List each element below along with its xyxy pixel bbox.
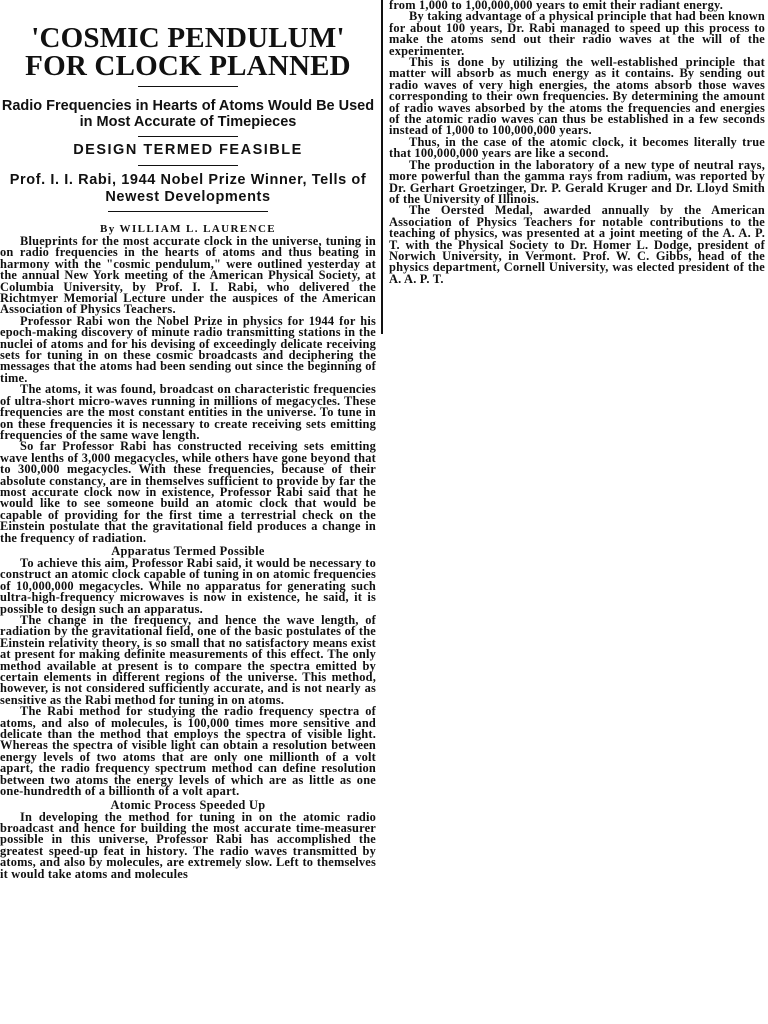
article-body-col1 [0, 236, 376, 880]
paragraph: The change in the frequency, and hence the wave length, of radiation by the gravitational field, one of the basic postulates of the Einstein relativity theory, is so small that no satisfactory means exist at present for making definite measurements of this effect. The only method available at present is to compare the spectra emitted by certain elements in different regions of the universe. This method, however, is not considered sufficiently accurate, and is not nearly as sensitive as the Rabi method for tuning in on atoms. [0, 613, 376, 707]
paragraph: Thus, in the case of the atomic clock, it becomes literally true that 100,000,000 years are like a second. [389, 134, 765, 161]
article-column-1 [0, 24, 376, 1024]
subhead: Atomic Process Speeded Up [110, 797, 266, 812]
headline-rule [138, 86, 238, 87]
paragraph: The Rabi method for studying the radio frequency spectra of atoms, and also of molecules, is 100,000 times more sensitive and delicate than the method that employs the spectra of visible light. Whereas the spectra of visible light can obtain a resolution between energy levels of two atoms that are only one millionth of a volt apart, the radio frequency spectrum method can define resolution between two atoms the energy levels of which are as little as one one-hundredth of a billionth of a volt apart. [0, 704, 376, 799]
column-divider [381, 0, 383, 334]
deck-rule-3 [108, 211, 268, 212]
deck-1: Radio Frequencies in Hearts of Atoms Would Be Used in Most Accurate of Timepieces [1, 98, 375, 130]
paragraph: In developing the method for tuning in on the atomic radio broadcast and hence for building the most accurate time-measurer possible in this universe, Professor Rabi has accomplished the greatest speed-up feat in history. The radio waves transmitted by atoms, and also by molecules, are extremely slow. Left to themselves it would take atoms and molecules [0, 809, 376, 881]
paragraph: Professor Rabi won the Nobel Prize in physics for 1944 for his epoch-making discovery of minute radio transmitting stations in the nuclei of atoms and for his devising of exceedingly delicate receiving sets for tuning in on these cosmic broadcasts and deciphering the messages that the atoms had been sending out since the beginning of time. [0, 313, 376, 385]
article-column-2 [389, 0, 765, 334]
paragraph: from 1,000 to 1,00,000,000 years to emit their radiant energy. [389, 0, 724, 12]
deck-3: Prof. I. I. Rabi, 1944 Nobel Prize Winner, Tells of Newest Developments [9, 172, 367, 205]
deck-rule-2 [138, 165, 238, 166]
subhead: Apparatus Termed Possible [111, 543, 265, 558]
paragraph: The Oersted Medal, awarded annually by the American Association of Physics Teachers for notable contributions to the teaching of physics, was presented at a joint meeting of the A. A. P. T. with the Physical Society to Dr. Homer L. Dodge, president of Norwich University, in Vermont. Prof. W. C. Gibbs, head of the physics department, Cornell University, was elected president of the A. A. P. T. [389, 203, 765, 286]
deck-rule-1 [138, 136, 238, 137]
deck-2: DESIGN TERMED FEASIBLE [73, 142, 303, 158]
headline: 'COSMIC PENDULUM' FOR CLOCK PLANNED [25, 24, 351, 82]
paragraph: By taking advantage of a physical principle that had been known for about 100 years, Dr. Rabi managed to speed up this process to make the atoms send out their radio waves at the will of the experimenter. [389, 9, 765, 58]
paragraph: So far Professor Rabi has constructed receiving sets emitting wave lenths of 3,000 megacycles, while others have gone beyond that to 300,000 megacycles. With these frequencies, because of their absolute constancy, are in themselves sufficient to provide by far the most accurate clock now in existence, Professor Rabi said that he would like to see someone build an atomic clock that would be capable of providing for the first time a terrestrial check on the Einstein postulate that the gravitational field produces a change in the frequency of radiation. [0, 439, 376, 545]
paragraph: To achieve this aim, Professor Rabi said, it would be necessary to construct an atomic clock capable of tuning in on atomic frequencies of 10,000,000 megacycles. While no apparatus for generating such ultra-high-frequency microwaves is now in existence, he said, it is possible to design such an apparatus. [0, 555, 376, 616]
byline: By WILLIAM L. LAURENCE [99, 223, 277, 235]
paragraph: Blueprints for the most accurate clock in the universe, tuning in on radio frequencies in the hearts of atoms and thus beating in harmony with the "cosmic pendulum," were outlined yesterday at the annual New York meeting of the American Physical Society, at Columbia University, by Prof. I. I. Rabi, who delivered the Richtmyer Memorial Lecture under the auspices of the American Association of Physics Teachers. [0, 234, 376, 317]
article-body-col2 [389, 0, 765, 285]
paragraph: The atoms, it was found, broadcast on characteristic frequencies of ultra-short micro-waves running in millions of megacycles. These frequencies are the most constant entities in the universe. To tune in on these frequencies it is necessary to create receiving sets emitting frequencies of the same wave length. [0, 382, 376, 442]
paragraph: This is done by utilizing the well-established principle that matter will absorb as much energy as it contains. By sending out radio waves of very high energies, the atoms absorb those waves corresponding to their own frequencies. By determining the amount of radio waves absorbed by the atoms the frequencies and energies of the atomic radio waves can thus be established in a few seconds instead of 1,000 to 100,000,000 years. [389, 55, 765, 138]
paragraph: The production in the laboratory of a new type of neutral rays, more powerful than the gamma rays from radium, was reported by Dr. Gerhart Groetzinger, Dr. P. Gerald Kruger and Dr. Lloyd Smith of the University of Illinois. [389, 157, 765, 206]
